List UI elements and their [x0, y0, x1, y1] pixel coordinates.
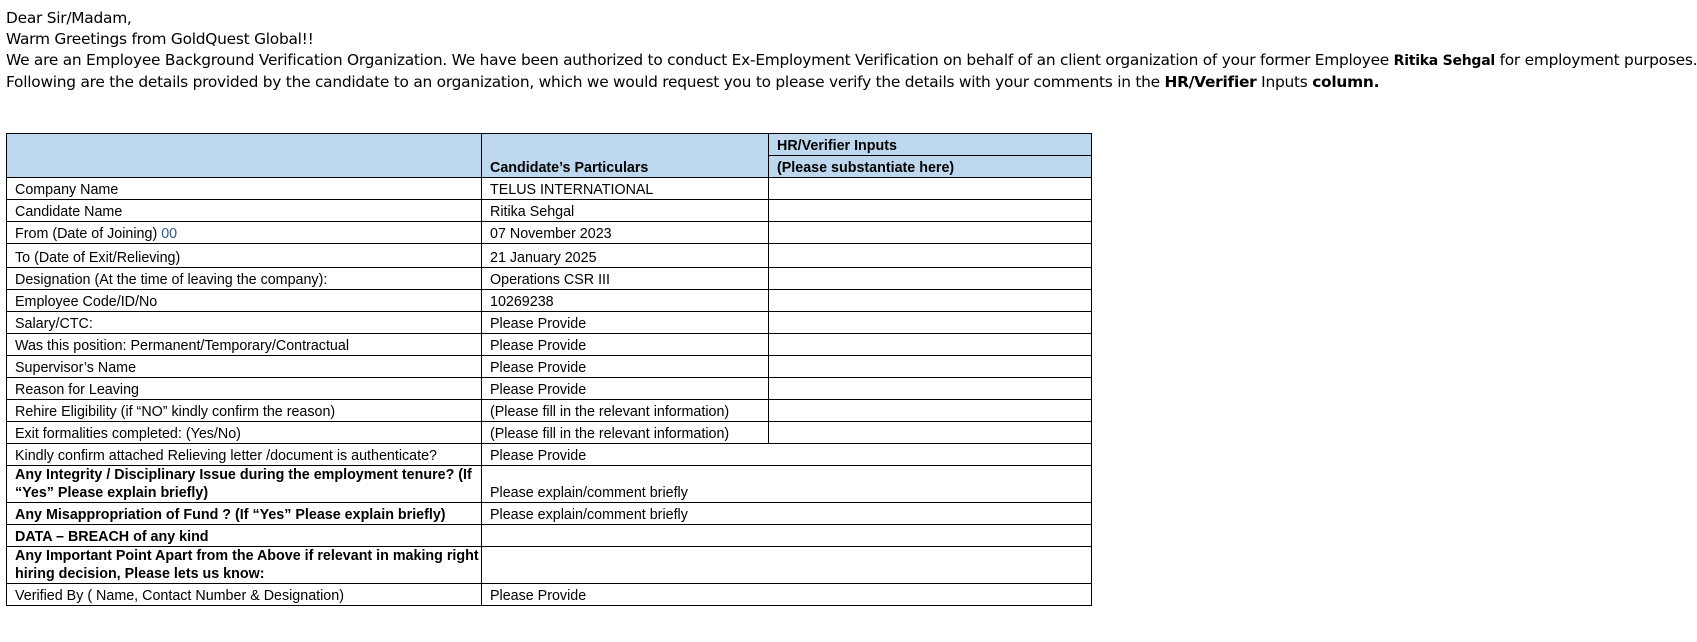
- row-label: Exit formalities completed: (Yes/No): [7, 422, 482, 444]
- row-value: Please Provide: [482, 444, 769, 466]
- row-label: Designation (At the time of leaving the company):: [7, 268, 482, 290]
- hr-input-cell[interactable]: [769, 400, 1092, 422]
- employee-name: Ritika Sehgal: [1393, 53, 1495, 69]
- hr-input-cell[interactable]: [769, 444, 1092, 466]
- hr-input-cell[interactable]: [769, 584, 1092, 606]
- row-value: 10269238: [482, 290, 769, 312]
- intro-text: We are an Employee Background Verification Organization. We have been authorized to conduct Ex-Employment Verification on behalf of an client organization of your former Employee: [6, 51, 1394, 69]
- row-value: Please explain/comment briefly: [482, 466, 769, 503]
- row-label: Was this position: Permanent/Temporary/Contractual: [7, 334, 482, 356]
- hr-input-cell[interactable]: [769, 422, 1092, 444]
- letter-intro: [6, 8, 1697, 93]
- intro-text-end: for employment purposes.: [1494, 51, 1697, 69]
- header-substantiate-note: (Please substantiate here): [769, 156, 1092, 178]
- row-value: 07 November 2023: [482, 222, 769, 244]
- row-value: [482, 525, 769, 547]
- hr-input-cell[interactable]: [769, 312, 1092, 334]
- hr-input-cell[interactable]: [769, 547, 1092, 584]
- table-row: [7, 356, 1092, 378]
- salutation: Dear Sir/Madam,: [6, 9, 132, 27]
- row-value: Please Provide: [482, 312, 769, 334]
- row-label: To (Date of Exit/Relieving): [7, 244, 482, 268]
- row-label: Verified By ( Name, Contact Number & Designation): [7, 584, 482, 606]
- row-label: Any Important Point Apart from the Above if relevant in making right hiring decision, Please lets us know:: [7, 547, 482, 584]
- column-emphasis: column.: [1312, 73, 1380, 91]
- table-row: [7, 444, 1092, 466]
- hr-input-cell[interactable]: [769, 525, 1092, 547]
- hr-input-cell[interactable]: [769, 268, 1092, 290]
- hr-input-cell[interactable]: [769, 244, 1092, 268]
- table-row: [7, 547, 1092, 584]
- table-row: [7, 422, 1092, 444]
- row-label: Company Name: [7, 178, 482, 200]
- header-hr-verifier-inputs: HR/Verifier Inputs: [769, 134, 1092, 156]
- table-row: [7, 503, 1092, 525]
- hr-input-cell[interactable]: [769, 503, 1092, 525]
- table-row: [7, 222, 1092, 244]
- row-value: Please Provide: [482, 334, 769, 356]
- table-row: [7, 334, 1092, 356]
- header-blank-cell: [7, 134, 482, 178]
- row-value: Please Provide: [482, 584, 769, 606]
- table-row: [7, 268, 1092, 290]
- row-value: (Please fill in the relevant information): [482, 422, 769, 444]
- row-value: 21 January 2025: [482, 244, 769, 268]
- label-suffix: 00: [161, 226, 178, 242]
- table-row: [7, 400, 1092, 422]
- row-label: [7, 222, 482, 244]
- hr-input-cell[interactable]: [769, 178, 1092, 200]
- table-row: [7, 466, 1092, 503]
- row-label: DATA – BREACH of any kind: [7, 525, 482, 547]
- hr-verifier-emphasis: HR/Verifier: [1164, 73, 1257, 91]
- table-row: [7, 244, 1092, 268]
- table-row: [7, 378, 1092, 400]
- hr-input-cell[interactable]: [769, 378, 1092, 400]
- row-label: Candidate Name: [7, 200, 482, 222]
- hr-input-cell[interactable]: [769, 334, 1092, 356]
- row-label: Any Misappropriation of Fund ? (If “Yes” Please explain briefly): [7, 503, 482, 525]
- row-label: Rehire Eligibility (if “NO” kindly confirm the reason): [7, 400, 482, 422]
- row-label: Salary/CTC:: [7, 312, 482, 334]
- table-row: [7, 178, 1092, 200]
- intro-paragraph-line-1: [6, 50, 1697, 72]
- row-value: Please Provide: [482, 378, 769, 400]
- row-value: TELUS INTERNATIONAL: [482, 178, 769, 200]
- row-label: Supervisor’s Name: [7, 356, 482, 378]
- row-label: Employee Code/ID/No: [7, 290, 482, 312]
- inputs-text: Inputs: [1256, 73, 1313, 91]
- row-label-text: From (Date of Joining): [15, 226, 158, 242]
- intro-text-2: Following are the details provided by the candidate to an organization, which we would request you to please verify the details with your comments in the: [6, 73, 1165, 91]
- table-row: [7, 200, 1092, 222]
- greeting: Warm Greetings from GoldQuest Global!!: [6, 30, 314, 48]
- hr-input-cell[interactable]: [769, 200, 1092, 222]
- table-row: [7, 290, 1092, 312]
- header-candidate-particulars: Candidate’s Particulars: [482, 134, 769, 178]
- row-value: Please Provide: [482, 356, 769, 378]
- row-value: Ritika Sehgal: [482, 200, 769, 222]
- row-value: Operations CSR III: [482, 268, 769, 290]
- hr-input-cell[interactable]: [769, 356, 1092, 378]
- hr-input-cell[interactable]: [769, 290, 1092, 312]
- table-row: [7, 525, 1092, 547]
- verification-table: [6, 133, 1092, 606]
- hr-input-cell[interactable]: [769, 222, 1092, 244]
- row-label: Kindly confirm attached Relieving letter /document is authenticate?: [7, 444, 482, 466]
- table-row: [7, 312, 1092, 334]
- hr-input-cell[interactable]: [769, 466, 1092, 503]
- row-label: Any Integrity / Disciplinary Issue during the employment tenure? (If “Yes” Please explain briefly): [7, 466, 482, 503]
- row-value: Please explain/comment briefly: [482, 503, 769, 525]
- table-row: [7, 584, 1092, 606]
- row-value: [482, 547, 769, 584]
- row-label: Reason for Leaving: [7, 378, 482, 400]
- intro-paragraph-line-2: [6, 72, 1661, 93]
- row-value: (Please fill in the relevant information): [482, 400, 769, 422]
